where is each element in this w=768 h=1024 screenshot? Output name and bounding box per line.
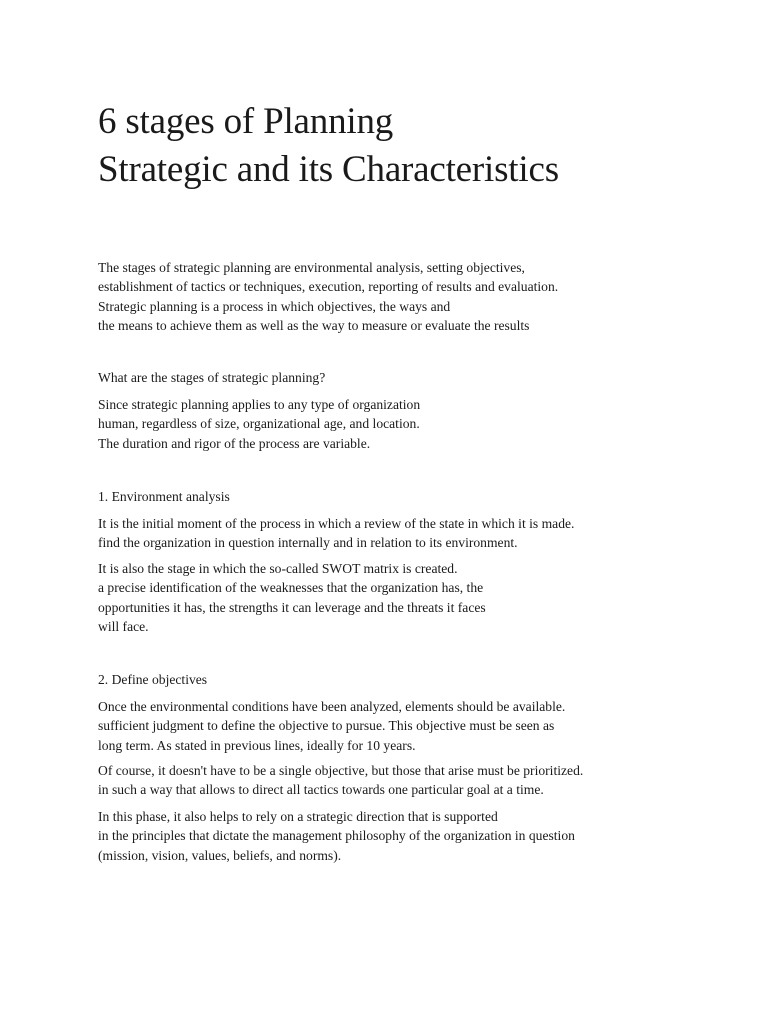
text-line: Strategic planning is a process in which objectives, the ways and — [98, 298, 451, 314]
section-2-paragraph-3 — [98, 807, 575, 865]
text-line: a precise identification of the weaknesses that the organization has, the — [98, 580, 484, 596]
section-1-paragraph-1 — [98, 514, 574, 553]
section-1-heading: 1. Environment analysis — [98, 489, 230, 504]
text-line: Once the environmental conditions have been analyzed, elements should be available. — [98, 699, 566, 714]
section-1-paragraph-2 — [98, 559, 486, 637]
section-2-heading: 2. Define objectives — [98, 672, 208, 687]
text-line: in such a way that allows to direct all tactics towards one particular goal at a time. — [98, 782, 544, 798]
text-line: will face. — [98, 619, 149, 635]
text-line: Of course, it doesn't have to be a single objective, but those that arise must be prioritized. — [98, 763, 584, 778]
text-line: human, regardless of size, organizational age, and location. — [98, 416, 420, 432]
section-2-paragraph-1 — [98, 697, 565, 755]
text-line: The duration and rigor of the process are variable. — [98, 435, 371, 451]
section-2-paragraph-2 — [98, 761, 583, 800]
question-paragraph — [98, 395, 420, 453]
intro-paragraph — [98, 258, 558, 336]
title-line-2: Strategic and its Characteristics — [98, 149, 559, 190]
text-line: opportunities it has, the strengths it can leverage and the threats it faces — [98, 599, 486, 615]
question-heading: What are the stages of strategic planning? — [98, 370, 326, 385]
text-line: establishment of tactics or techniques, execution, reporting of results and evaluation. — [98, 279, 559, 295]
document-title — [98, 98, 559, 194]
title-line-1: 6 stages of Planning — [98, 101, 394, 142]
text-line: It is also the stage in which the so-called SWOT matrix is created. — [98, 561, 458, 576]
text-line: sufficient judgment to define the objective to pursue. This objective must be seen as — [98, 718, 555, 734]
text-line: the means to achieve them as well as the way to measure or evaluate the results — [98, 318, 530, 334]
text-line: Since strategic planning applies to any type of organization — [98, 397, 421, 412]
text-line: (mission, vision, values, beliefs, and norms). — [98, 847, 342, 863]
text-line: find the organization in question internally and in relation to its environment. — [98, 535, 518, 551]
text-line: The stages of strategic planning are environmental analysis, setting objectives, — [98, 260, 525, 275]
text-line: in the principles that dictate the management philosophy of the organization in question — [98, 828, 575, 844]
text-line: long term. As stated in previous lines, ideally for 10 years. — [98, 737, 416, 753]
text-line: It is the initial moment of the process in which a review of the state in which it is made. — [98, 516, 575, 531]
text-line: In this phase, it also helps to rely on a strategic direction that is supported — [98, 809, 498, 824]
